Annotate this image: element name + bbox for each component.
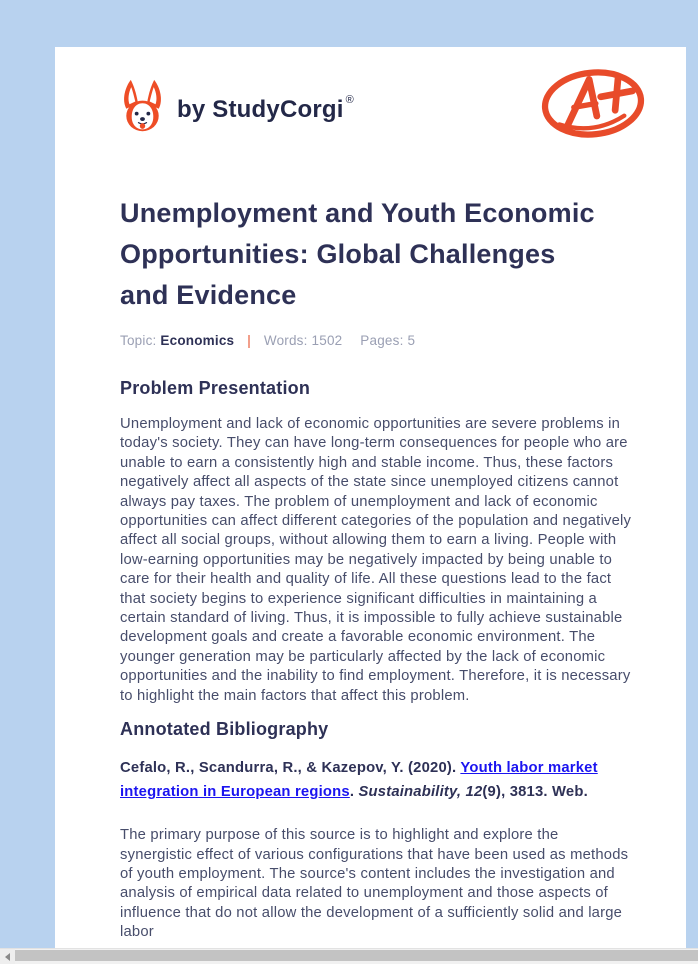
citation-journal: Sustainability, 12 (358, 784, 483, 801)
topic-link[interactable]: Economics (160, 333, 235, 348)
section-heading-annotated-bibliography: Annotated Bibliography (120, 719, 329, 740)
corgi-icon (120, 79, 165, 138)
registered-trademark: ® (345, 93, 354, 106)
meta-divider: | (247, 333, 251, 348)
words-label: Words: (263, 333, 308, 348)
a-plus-grade-icon (540, 65, 646, 147)
pages-value: 5 (407, 333, 416, 348)
page-header (120, 77, 634, 147)
page-title: Unemployment and Youth Economic Opportunities: Global Challenges and Evidence (120, 198, 595, 310)
brand-wordmark: by StudyCorgi ® (177, 93, 354, 123)
section-heading-problem-presentation: Problem Presentation (120, 378, 311, 398)
problem-presentation-paragraph: Unemployment and lack of economic opportunities are severe problems in today's society. They can have long-term consequences for people who are unable to earn a consistently high and stable income. Thus, these factors negatively affect all aspects of the state since unemployed citizens cannot always pay taxes. The problem of unemployment and lack of economic opportunities can affect different categories of the population and negatively affect all social groups, without allowing them to earn a living. People with low-earning opportunities may be negatively impacted by being unable to care for their health and quality of life. All these questions lead to the fact that society begins to experience significant difficulties in maintaining a certain standard of living. Thus, it is impossible to fully achieve sustainable development goals and create a favorable economic environment. The younger generation may be particularly affected by the lack of economic opportunities and the inability to find employment. Therefore, it is necessary to highlight the main factors that affect this problem. (120, 416, 632, 704)
scroll-left-arrow-icon[interactable] (0, 949, 15, 964)
words-value: 1502 (311, 333, 343, 348)
studycorgi-logo (120, 77, 354, 138)
source-summary-paragraph: The primary purpose of this source is to highlight and explore the synergistic effect of various configurations that have been used as methods of youth employment. The source's content includes the investigation and analysis of empirical data related to unemployment and those aspects of influence that do not allow the development of a sufficiently solid and large labor (120, 827, 629, 941)
scrollbar-thumb[interactable] (15, 950, 698, 961)
source-link[interactable]: Youth labor market integration in European regions (120, 760, 598, 801)
pages-label: Pages: (360, 333, 404, 348)
article-meta (120, 333, 634, 348)
topic-label: Topic: (120, 333, 157, 348)
citation-issue: (9), 3813. Web. (482, 784, 588, 801)
document-card (55, 47, 686, 964)
horizontal-scrollbar[interactable] (0, 948, 698, 964)
citation-authors: Cefalo, R., Scandurra, R., & Kazepov, Y. (2020). (120, 760, 461, 777)
bibliography-citation: Cefalo, R., Scandurra, R., & Kazepov, Y. (2020). Youth labor market integration in European regions. Sustainability, 12(9), 3813. Web. (120, 760, 598, 801)
